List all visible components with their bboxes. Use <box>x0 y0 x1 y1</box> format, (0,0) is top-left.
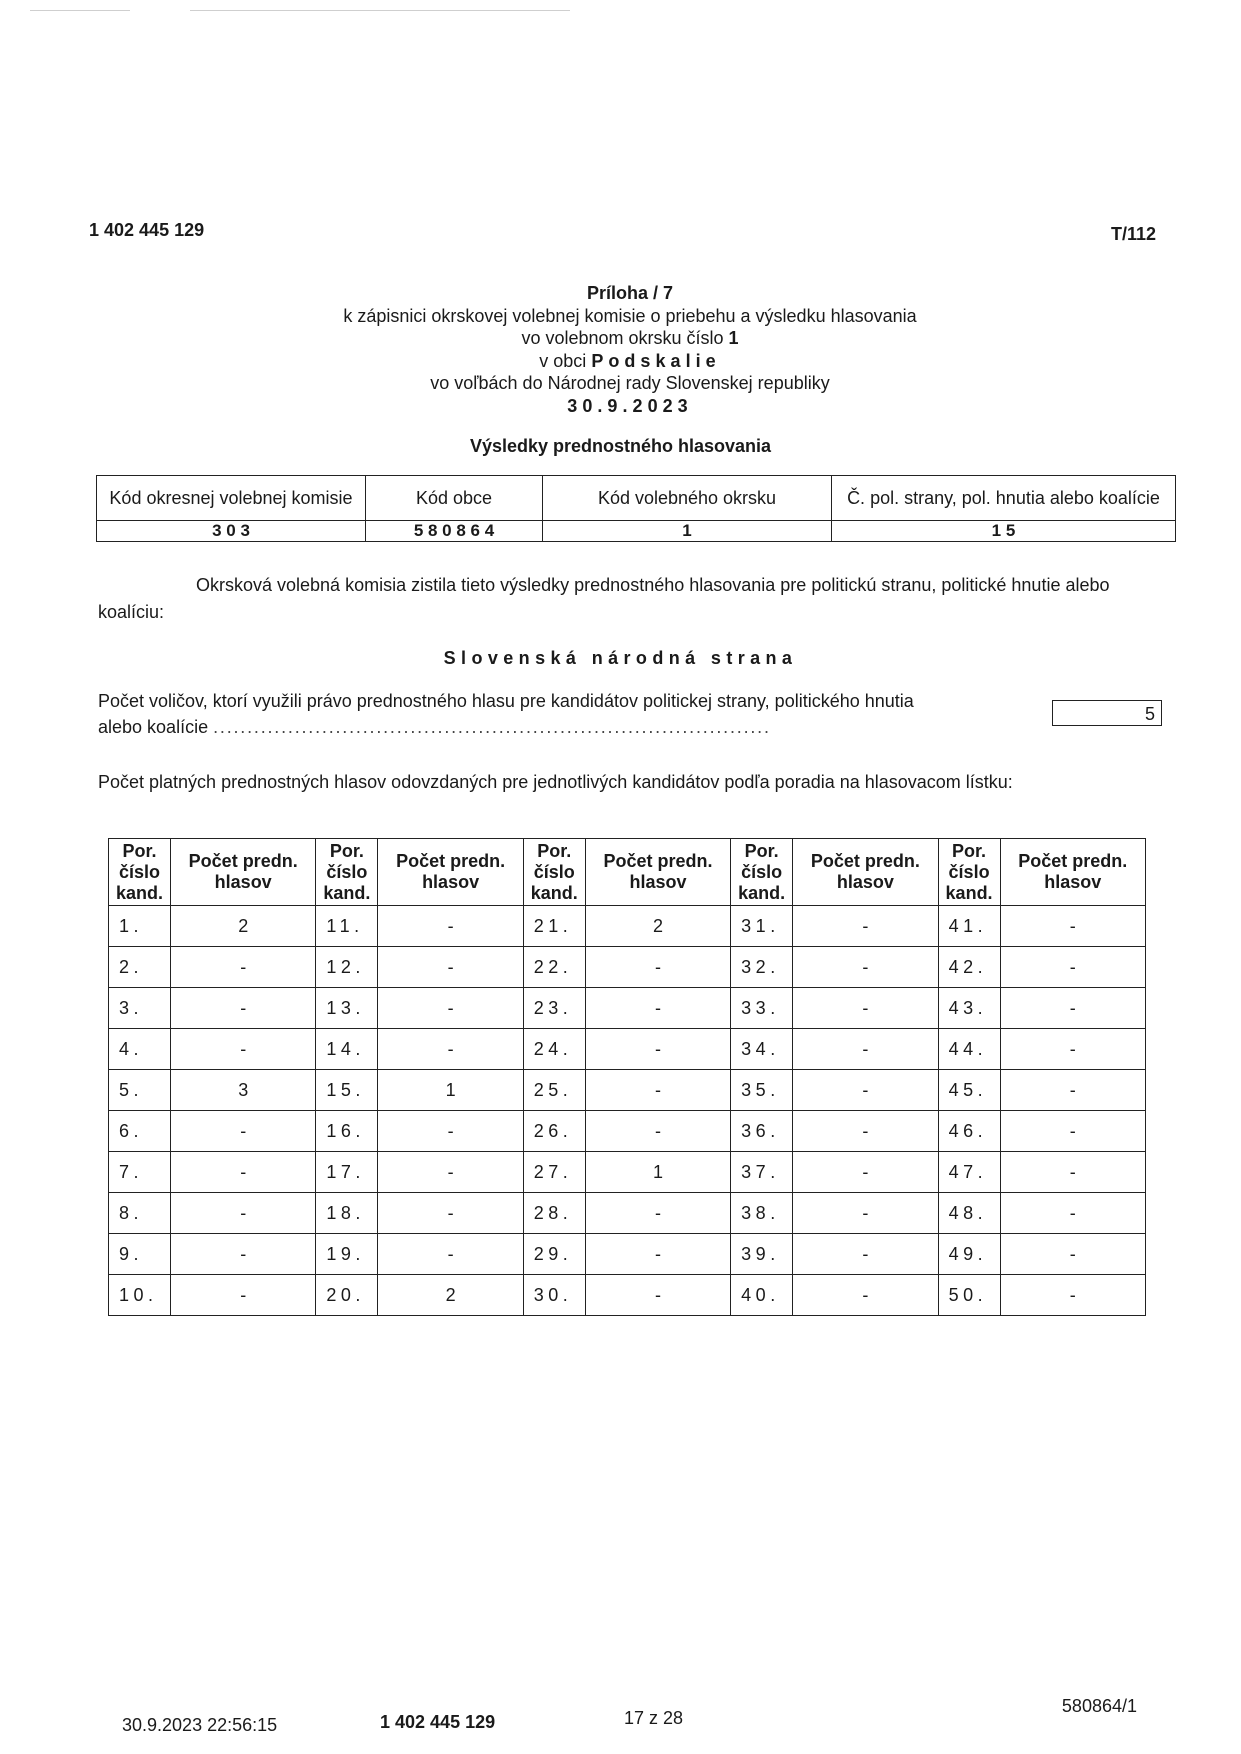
candidate-number: 34. <box>731 1029 793 1070</box>
preferential-votes: - <box>585 988 730 1029</box>
results-body <box>109 906 1146 1316</box>
footer-timestamp: 30.9.2023 22:56:15 <box>122 1715 278 1735</box>
voters-label-line: Počet voličov, ktorí využili právo prednostného hlasu pre kandidátov politickej strany, politického hnutia <box>98 691 914 711</box>
preferential-votes: - <box>793 1111 938 1152</box>
table-row <box>109 1029 1146 1070</box>
codes-header: Č. pol. strany, pol. hnutia alebo koalície <box>832 476 1176 521</box>
preferential-votes: - <box>793 1152 938 1193</box>
candidate-number: 45. <box>938 1070 1000 1111</box>
preferential-votes: - <box>793 1193 938 1234</box>
codes-table <box>96 475 1176 542</box>
intro-text: Okrsková volebná komisia zistila tieto výsledky prednostného hlasovania pre politickú stranu, politické hnutie alebo koalíciu: <box>98 575 1110 622</box>
preferential-votes: - <box>793 1029 938 1070</box>
preferential-votes: 2 <box>585 906 730 947</box>
preferential-votes: - <box>793 1275 938 1316</box>
voters-count: 5 <box>1052 700 1162 726</box>
candidate-number: 48. <box>938 1193 1000 1234</box>
candidate-number: 41. <box>938 906 1000 947</box>
codes-header: Kód obce <box>366 476 543 521</box>
preferential-votes: - <box>1000 906 1145 947</box>
table-row <box>109 906 1146 947</box>
results-header-row <box>109 839 1146 906</box>
candidate-number: 16. <box>316 1111 378 1152</box>
candidate-number: 49. <box>938 1234 1000 1275</box>
codes-value: 3 0 3 <box>97 521 366 542</box>
preferential-votes: - <box>171 947 316 988</box>
preferential-votes: - <box>171 988 316 1029</box>
preferential-votes: - <box>378 1152 523 1193</box>
preferential-votes: 1 <box>585 1152 730 1193</box>
election-line: vo voľbách do Národnej rady Slovenskej republiky <box>430 373 830 393</box>
candidate-number: 14. <box>316 1029 378 1070</box>
document-id: 1 402 445 129 <box>89 220 205 240</box>
preferential-votes: - <box>171 1029 316 1070</box>
header-preferential-votes: Počet predn. hlasov <box>793 839 938 906</box>
district-prefix: vo volebnom okrsku číslo <box>521 328 729 348</box>
page-number: 17 z 28 <box>624 1708 684 1728</box>
candidate-number: 40. <box>731 1275 793 1316</box>
preferential-votes: - <box>378 1029 523 1070</box>
table-row <box>109 988 1146 1029</box>
preferential-votes: 2 <box>378 1275 523 1316</box>
preferential-votes: - <box>378 1234 523 1275</box>
table-row <box>109 1275 1146 1316</box>
preferential-votes: - <box>585 1111 730 1152</box>
results-table <box>108 838 1146 1316</box>
table-row <box>109 1193 1146 1234</box>
header-candidate-number: Por. číslo kand. <box>731 839 793 906</box>
candidate-number: 18. <box>316 1193 378 1234</box>
scan-artifact <box>30 10 130 11</box>
candidate-number: 27. <box>523 1152 585 1193</box>
municipality-name: Podskalie <box>591 350 721 371</box>
candidate-number: 1. <box>109 906 171 947</box>
header-preferential-votes: Počet predn. hlasov <box>585 839 730 906</box>
codes-value: 5 8 0 8 6 4 <box>366 521 543 542</box>
preferential-votes: - <box>1000 1029 1145 1070</box>
preferential-votes: - <box>378 1193 523 1234</box>
table-row <box>109 1152 1146 1193</box>
preferential-votes: - <box>171 1193 316 1234</box>
candidate-number: 20. <box>316 1275 378 1316</box>
candidate-number: 2. <box>109 947 171 988</box>
election-date: 30.9.2023 <box>567 395 693 416</box>
candidate-number: 33. <box>731 988 793 1029</box>
candidate-number: 29. <box>523 1234 585 1275</box>
table-row <box>109 1111 1146 1152</box>
footer-document-id: 1 402 445 129 <box>380 1712 496 1732</box>
table-row <box>109 1070 1146 1111</box>
preferential-votes: - <box>1000 1193 1145 1234</box>
preferential-votes: - <box>585 1234 730 1275</box>
codes-header: Kód okresnej volebnej komisie <box>97 476 366 521</box>
preferential-votes: 3 <box>171 1070 316 1111</box>
municipality-line <box>290 350 970 373</box>
codes-value: 1 5 <box>832 521 1176 542</box>
party-name: Slovenská národná strana <box>443 648 798 668</box>
preferential-votes: - <box>1000 1111 1145 1152</box>
header-preferential-votes: Počet predn. hlasov <box>171 839 316 906</box>
section-title: Výsledky prednostného hlasovania <box>469 436 772 456</box>
candidate-number: 38. <box>731 1193 793 1234</box>
preferential-votes: - <box>585 1029 730 1070</box>
preferential-votes: - <box>793 947 938 988</box>
header-candidate-number: Por. číslo kand. <box>109 839 171 906</box>
candidate-number: 22. <box>523 947 585 988</box>
candidate-number: 3. <box>109 988 171 1029</box>
candidate-number: 4. <box>109 1029 171 1070</box>
candidate-number: 6. <box>109 1111 171 1152</box>
codes-header: Kód volebného okrsku <box>543 476 832 521</box>
candidate-number: 39. <box>731 1234 793 1275</box>
table-row <box>109 1234 1146 1275</box>
preferential-votes: - <box>378 947 523 988</box>
candidate-number: 36. <box>731 1111 793 1152</box>
table-row <box>109 947 1146 988</box>
candidate-number: 37. <box>731 1152 793 1193</box>
preferential-votes: - <box>585 947 730 988</box>
candidate-number: 24. <box>523 1029 585 1070</box>
codes-value: 1 <box>543 521 832 542</box>
preferential-votes: - <box>585 1193 730 1234</box>
preferential-votes: 1 <box>378 1070 523 1111</box>
preferential-votes: - <box>793 988 938 1029</box>
candidate-number: 30. <box>523 1275 585 1316</box>
header-candidate-number: Por. číslo kand. <box>316 839 378 906</box>
document-title <box>290 282 970 417</box>
preferential-votes: 2 <box>171 906 316 947</box>
voters-dots: .................................................................................. <box>213 717 771 737</box>
header-preferential-votes: Počet predn. hlasov <box>378 839 523 906</box>
municipality-prefix: v obci <box>539 350 592 371</box>
preferential-votes: - <box>585 1070 730 1111</box>
preferential-votes: - <box>1000 947 1145 988</box>
candidate-number: 11. <box>316 906 378 947</box>
preferential-votes: - <box>378 1111 523 1152</box>
candidate-number: 7. <box>109 1152 171 1193</box>
candidate-number: 17. <box>316 1152 378 1193</box>
voters-label <box>98 688 1018 740</box>
scan-artifact <box>190 10 570 11</box>
preferential-votes: - <box>378 906 523 947</box>
candidate-number: 46. <box>938 1111 1000 1152</box>
instruction-text: Počet platných prednostných hlasov odovzdaných pre jednotlivých kandidátov podľa poradia na hlasovacom lístku: <box>98 772 1013 792</box>
preferential-votes: - <box>1000 1234 1145 1275</box>
candidate-number: 23. <box>523 988 585 1029</box>
preferential-votes: - <box>793 906 938 947</box>
candidate-number: 13. <box>316 988 378 1029</box>
candidate-number: 31. <box>731 906 793 947</box>
title-line: k zápisnici okrskovej volebnej komisie o priebehu a výsledku hlasovania <box>343 305 917 326</box>
preferential-votes: - <box>171 1111 316 1152</box>
preferential-votes: - <box>171 1275 316 1316</box>
candidate-number: 12. <box>316 947 378 988</box>
candidate-number: 5. <box>109 1070 171 1111</box>
preferential-votes: - <box>1000 1152 1145 1193</box>
candidate-number: 47. <box>938 1152 1000 1193</box>
preferential-votes: - <box>793 1070 938 1111</box>
candidate-number: 26. <box>523 1111 585 1152</box>
header-preferential-votes: Počet predn. hlasov <box>1000 839 1145 906</box>
preferential-votes: - <box>171 1152 316 1193</box>
header-candidate-number: Por. číslo kand. <box>938 839 1000 906</box>
preferential-votes: - <box>171 1234 316 1275</box>
district-line <box>290 327 970 350</box>
preferential-votes: - <box>378 988 523 1029</box>
candidate-number: 25. <box>523 1070 585 1111</box>
candidate-number: 32. <box>731 947 793 988</box>
candidate-number: 19. <box>316 1234 378 1275</box>
candidate-number: 28. <box>523 1193 585 1234</box>
district-number: 1 <box>728 328 739 348</box>
footer-code: 580864/1 <box>1061 1696 1137 1716</box>
form-code: T/112 <box>1110 224 1156 244</box>
preferential-votes: - <box>585 1275 730 1316</box>
annex-title: Príloha / 7 <box>586 283 674 303</box>
candidate-number: 8. <box>109 1193 171 1234</box>
candidate-number: 43. <box>938 988 1000 1029</box>
candidate-number: 10. <box>109 1275 171 1316</box>
preferential-votes: - <box>1000 1275 1145 1316</box>
candidate-number: 50. <box>938 1275 1000 1316</box>
candidate-number: 44. <box>938 1029 1000 1070</box>
intro-paragraph <box>98 572 1148 626</box>
preferential-votes: - <box>793 1234 938 1275</box>
preferential-votes: - <box>1000 988 1145 1029</box>
candidate-number: 9. <box>109 1234 171 1275</box>
candidate-number: 15. <box>316 1070 378 1111</box>
preferential-votes: - <box>1000 1070 1145 1111</box>
voters-label-line <box>98 714 1018 740</box>
candidate-number: 42. <box>938 947 1000 988</box>
candidate-number: 21. <box>523 906 585 947</box>
header-candidate-number: Por. číslo kand. <box>523 839 585 906</box>
voters-label-text: alebo koalície <box>98 717 209 737</box>
candidate-number: 35. <box>731 1070 793 1111</box>
